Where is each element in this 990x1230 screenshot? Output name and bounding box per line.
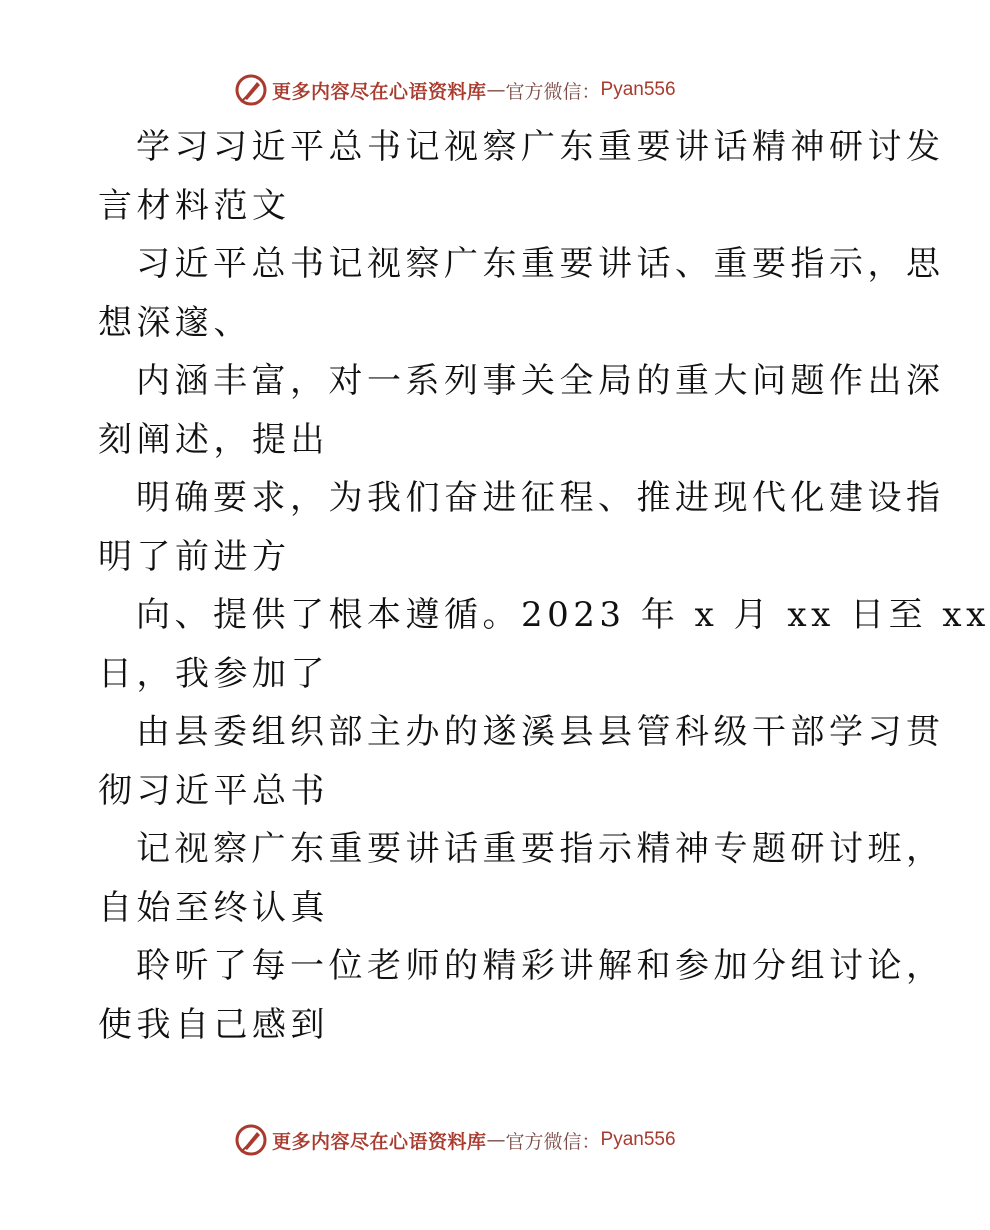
paragraph-line: 内涵丰富，对一系列事关全局的重大问题作出深 — [136, 361, 945, 401]
document-title-line: 学习习近平总书记视察广东重要讲话精神研讨发 — [136, 127, 945, 167]
header-watermark — [234, 72, 754, 108]
document-body — [98, 118, 990, 1054]
watermark-wechat-id: Pyan556 — [600, 79, 676, 100]
paragraph-line: 使我自己感到 — [98, 1004, 329, 1045]
paragraph-line: 自始至终认真 — [98, 887, 329, 928]
watermark-wechat-label: 官方微信： — [505, 80, 601, 103]
paragraph-line: 记视察广东重要讲话重要指示精神专题研讨班， — [136, 829, 945, 869]
paragraph-line: 明了前进方 — [98, 536, 291, 577]
watermark-wechat-label: 官方微信： — [505, 1130, 601, 1153]
quill-pen-logo-icon — [234, 1123, 268, 1157]
watermark-brand-text: 更多内容尽在心语资料库 — [272, 80, 487, 103]
paragraph-line: 聆听了每一位老师的精彩讲解和参加分组讨论， — [136, 946, 945, 986]
watermark-brand-text: 更多内容尽在心语资料库 — [272, 1130, 487, 1153]
paragraph-line: 明确要求，为我们奋进征程、推进现代化建设指 — [136, 478, 945, 518]
quill-pen-logo-icon — [234, 73, 268, 107]
paragraph-line: 习近平总书记视察广东重要讲话、重要指示，思 — [136, 244, 945, 284]
watermark-separator: — — [486, 1129, 506, 1151]
footer-watermark — [234, 1122, 754, 1158]
paragraph-line: 彻习近平总书 — [98, 770, 329, 811]
paragraph-line: 由县委组织部主办的遂溪县县管科级干部学习贯 — [136, 712, 945, 752]
paragraph-line: 日，我参加了 — [98, 653, 329, 694]
document-title-line: 言材料范文 — [98, 185, 291, 226]
paragraph-line: 想深邃、 — [98, 302, 252, 343]
paragraph-line: 向、提供了根本遵循。2023 年 x 月 xx 日至 xx — [136, 595, 990, 635]
watermark-wechat-id: Pyan556 — [600, 1129, 676, 1150]
watermark-separator: — — [486, 79, 506, 101]
paragraph-line: 刻阐述，提出 — [98, 419, 329, 460]
